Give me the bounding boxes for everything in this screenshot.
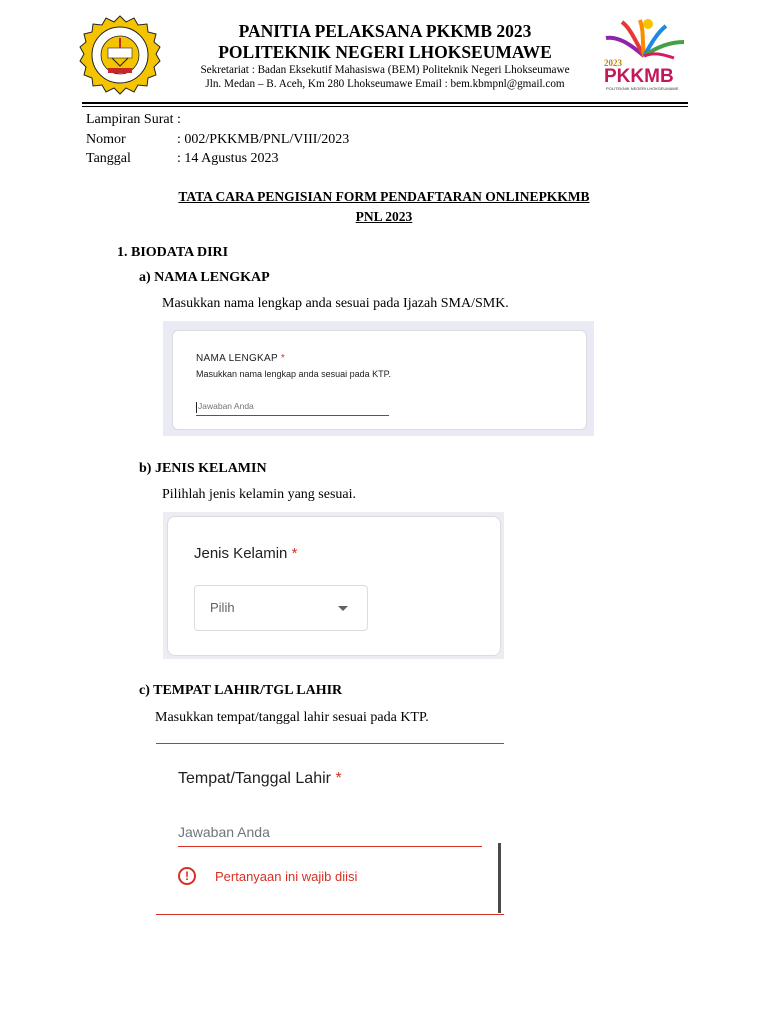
form-screenshot-gender xyxy=(163,512,504,659)
field-label xyxy=(196,353,285,364)
form-card xyxy=(172,330,587,430)
dropdown-arrow-icon xyxy=(338,606,348,611)
subsection-heading-birth: c) TEMPAT LAHIR/TGL LAHIR xyxy=(139,683,343,698)
committee-title: PANITIA PELAKSANA PKKMB 2023 xyxy=(238,21,532,41)
required-marker: * xyxy=(280,353,286,364)
street-address: Jln. Medan – B. Aceh, Km 280 Lhokseumawe Email : bem.kbmpnl@gmail.com xyxy=(205,78,565,90)
required-marker: * xyxy=(291,545,298,562)
instruction-full-name: Masukkan nama lengkap anda sesuai pada Ijazah SMA/SMK. xyxy=(162,296,509,311)
instruction-gender: Pilihlah jenis kelamin yang sesuai. xyxy=(162,487,357,502)
document-title-line2: PNL 2023 xyxy=(355,209,413,224)
subsection-heading-full-name: a) NAMA LENGKAP xyxy=(139,270,270,285)
date-value: : 14 Agustus 2023 xyxy=(177,151,279,166)
attachment-label: Lampiran Surat : xyxy=(86,112,181,127)
form-screenshot-full-name xyxy=(163,321,594,436)
field-label xyxy=(194,545,297,562)
required-marker: * xyxy=(335,770,342,787)
error-border-top xyxy=(156,743,504,744)
university-logo xyxy=(78,14,162,98)
form-card xyxy=(167,516,501,656)
pkkmb-logo xyxy=(600,14,688,94)
form-screenshot-birth xyxy=(156,736,504,924)
field-label-text: NAMA LENGKAP xyxy=(196,353,278,364)
error-message: Pertanyaan ini wajib diisi xyxy=(215,869,358,884)
input-placeholder: Jawaban Anda xyxy=(198,401,254,411)
field-label-text: Jenis Kelamin xyxy=(194,545,288,562)
secretariat-address: Sekretariat : Badan Eksekutif Mahasiswa (BEM) Politeknik Negeri Lhokseumawe xyxy=(200,64,570,76)
header-rule-thick xyxy=(82,102,688,104)
svg-text:PKKMB: PKKMB xyxy=(604,66,674,87)
field-label-text: Tempat/Tanggal Lahir xyxy=(178,770,331,787)
text-cursor xyxy=(196,402,197,413)
select-placeholder: Pilih xyxy=(210,600,235,615)
svg-text:POLITEKNIK NEGERI LHOKSEUMAWE: POLITEKNIK NEGERI LHOKSEUMAWE xyxy=(606,86,679,91)
date-label: Tanggal xyxy=(86,151,131,166)
birth-place-date-input[interactable] xyxy=(178,824,482,847)
field-description: Masukkan nama lengkap anda sesuai pada KTP. xyxy=(196,369,391,379)
full-name-input[interactable] xyxy=(196,401,389,416)
section-heading-biodata: 1. BIODATA DIRI xyxy=(117,245,229,260)
institution-title: POLITEKNIK NEGERI LHOKSEUMAWE xyxy=(218,42,552,62)
svg-text:2023: 2023 xyxy=(604,58,622,68)
subsection-heading-gender: b) JENIS KELAMIN xyxy=(139,461,267,476)
document-title-line1: TATA CARA PENGISIAN FORM PENDAFTARAN ONLINEPKKMB xyxy=(178,189,590,204)
number-label: Nomor xyxy=(86,132,126,147)
error-border-bottom xyxy=(156,914,504,915)
header-rule-thin xyxy=(82,106,688,107)
number-value: : 002/PKKMB/PNL/VIII/2023 xyxy=(177,132,350,147)
gender-select[interactable] xyxy=(194,585,368,631)
scrollbar[interactable] xyxy=(498,843,501,913)
instruction-birth: Masukkan tempat/tanggal lahir sesuai pada KTP. xyxy=(155,710,429,725)
field-label xyxy=(178,770,342,788)
input-placeholder: Jawaban Anda xyxy=(178,824,270,840)
error-icon: ! xyxy=(178,867,196,885)
